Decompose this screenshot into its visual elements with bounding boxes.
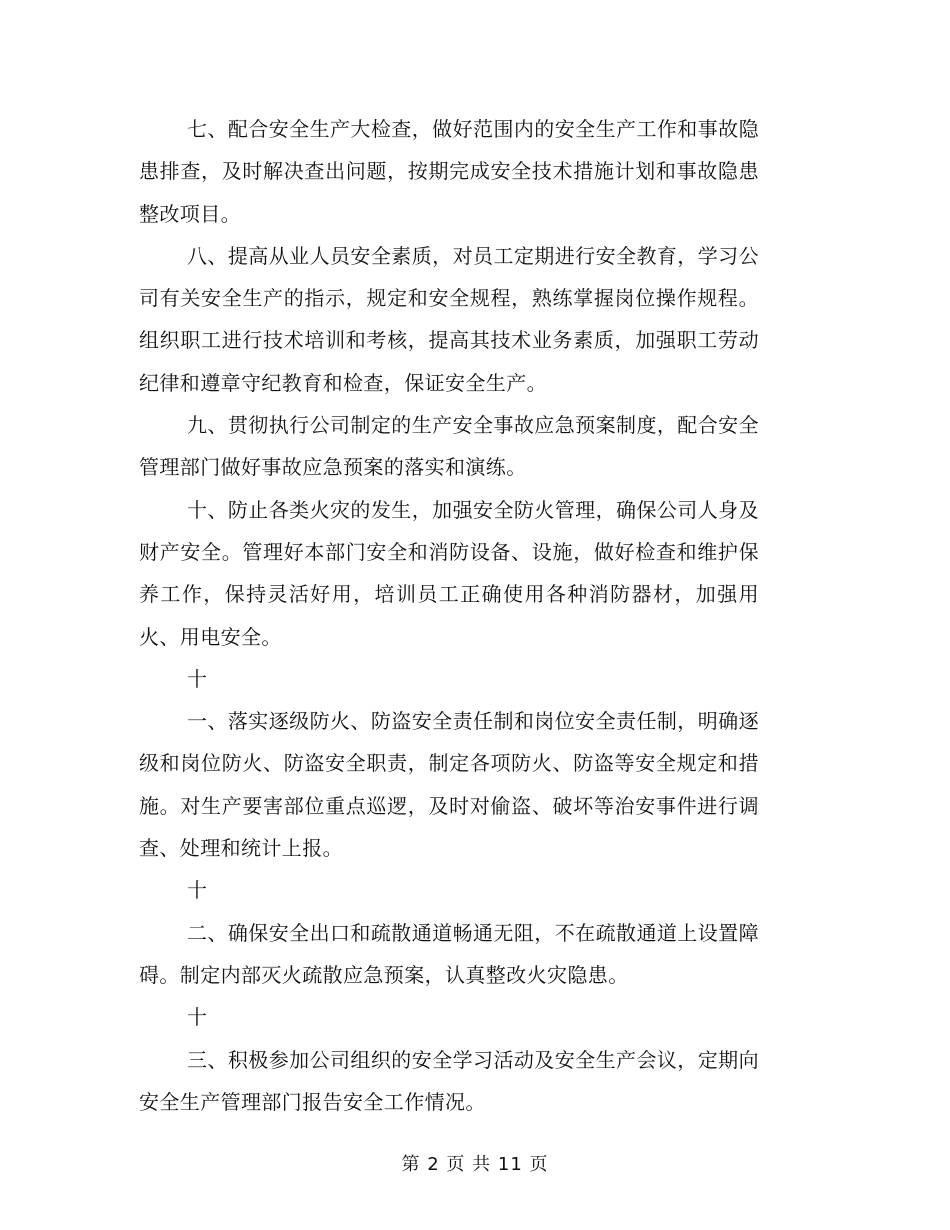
- paragraph-11: 一、落实逐级防火、防盗安全责任制和岗位安全责任制，明确逐级和岗位防火、防盗安全职责，制定各项防火、防盗等安全规定和措施。对生产要害部位重点巡逻，及时对偷盗、破坏等治安事件进行调查、处理和统计上报。: [139, 709, 759, 861]
- paragraph-10: 十、防止各类火灾的发生，加强安全防火管理，确保公司人身及财产安全。管理好本部门安全和消防设备、设施，做好检查和维护保养工作，保持灵活好用，培训员工正确使用各种消防器材，加强用火、用电安全。: [139, 497, 759, 649]
- footer-prefix: 第: [401, 1154, 421, 1175]
- paragraph-11-number: 十: [187, 666, 208, 691]
- paragraph-12-number: 十: [187, 878, 208, 903]
- document-body: [139, 108, 759, 1123]
- paragraph-13-number: 十: [187, 1005, 208, 1030]
- paragraph-8: 八、提高从业人员安全素质，对员工定期进行安全教育，学习公司有关安全生产的指示，规定和安全规程，熟练掌握岗位操作规程。组织职工进行技术培训和考核，提高其技术业务素质，加强职工劳动纪律和遵章守纪教育和检查，保证安全生产。: [139, 243, 759, 395]
- footer-suffix: 页: [529, 1154, 549, 1175]
- paragraph-12: 二、确保安全出口和疏散通道畅通无阻，不在疏散通道上设置障碍。制定内部灭火疏散应急预案，认真整改火灾隐患。: [139, 920, 759, 987]
- page-footer: [0, 1150, 950, 1176]
- paragraph-7: 七、配合安全生产大检查，做好范围内的安全生产工作和事故隐患排查，及时解决查出问题，按期完成安全技术措施计划和事故隐患整改项目。: [139, 117, 759, 226]
- paragraph-9: 九、贯彻执行公司制定的生产安全事故应急预案制度，配合安全管理部门做好事故应急预案的落实和演练。: [139, 413, 759, 480]
- footer-current-page: 2: [427, 1154, 440, 1175]
- footer-total-pages: 11: [497, 1154, 523, 1175]
- paragraph-13: 三、积极参加公司组织的安全学习活动及安全生产会议，定期向安全生产管理部门报告安全工作情况。: [139, 1047, 759, 1114]
- footer-middle: 页 共: [446, 1154, 492, 1175]
